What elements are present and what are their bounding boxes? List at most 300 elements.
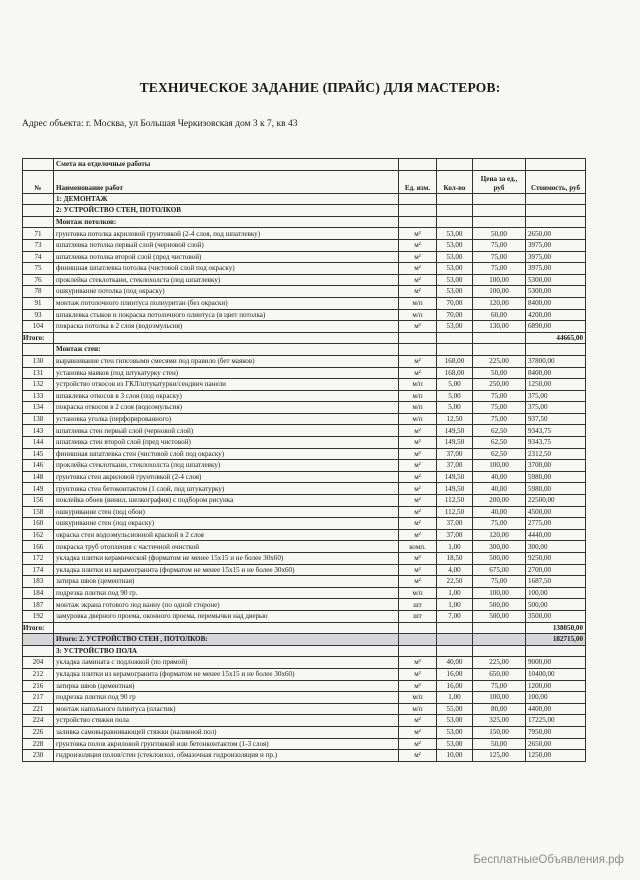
unit-price: 60,00	[473, 309, 526, 321]
cost: 7950,00	[526, 726, 586, 738]
table-row	[23, 610, 586, 622]
unit-price: 200,00	[473, 495, 526, 507]
unit: м²	[399, 263, 437, 275]
empty-cell	[526, 205, 586, 217]
empty-cell	[399, 193, 437, 205]
table-row	[23, 448, 586, 460]
row-number: 162	[23, 529, 54, 541]
grand-total-label: Итого: 2. УСТРОЙСТВО СТЕН , ПОТОЛКОВ:	[54, 634, 399, 646]
table-row	[23, 460, 586, 472]
unit-price: 40,00	[473, 471, 526, 483]
work-name: монтаж экрана готового под ванну (по одной стороне)	[54, 599, 399, 611]
estimate-table	[22, 158, 586, 762]
table-row	[23, 564, 586, 576]
unit-price: 120,00	[473, 297, 526, 309]
cost: 4400,00	[526, 703, 586, 715]
row-number: 73	[23, 239, 54, 251]
quantity: 53,00	[437, 321, 473, 333]
empty-cell	[437, 205, 473, 217]
unit: м²	[399, 576, 437, 588]
unit: м²	[399, 518, 437, 530]
unit: м/п	[399, 390, 437, 402]
cost: 3975,00	[526, 263, 586, 275]
section-title: 3: УСТРОЙСТВО ПОЛА	[54, 645, 399, 657]
unit-price: 50,00	[473, 367, 526, 379]
section-header-row	[23, 193, 586, 205]
work-name: грунтовка полов акриловой грунтовкой или бетонконтактом (1-3 слоя)	[54, 738, 399, 750]
cost: 2775,00	[526, 518, 586, 530]
unit-price: 80,00	[473, 703, 526, 715]
header-qty: Кол-во	[437, 170, 473, 193]
row-number: 132	[23, 379, 54, 391]
header-price: Цена за ед., руб	[473, 170, 526, 193]
table-caption: Смета на отделочные работы	[54, 159, 399, 171]
unit: м/п	[399, 379, 437, 391]
row-number: 160	[23, 518, 54, 530]
unit-price: 675,00	[473, 564, 526, 576]
unit: м²	[399, 448, 437, 460]
row-number: 158	[23, 506, 54, 518]
cost: 4500,00	[526, 506, 586, 518]
unit: м²	[399, 529, 437, 541]
quantity: 70,00	[437, 309, 473, 321]
empty-cell	[399, 622, 437, 634]
empty-cell	[399, 332, 437, 344]
cost: 500,00	[526, 599, 586, 611]
cost: 9000,00	[526, 657, 586, 669]
unit: м²	[399, 483, 437, 495]
subtotal-label: Итого:	[23, 332, 54, 344]
row-number: 183	[23, 576, 54, 588]
row-number: 104	[23, 321, 54, 333]
cost: 6890,00	[526, 321, 586, 333]
table-row	[23, 263, 586, 275]
row-number: 130	[23, 355, 54, 367]
table-row	[23, 321, 586, 333]
quantity: 1,00	[437, 587, 473, 599]
row-number: 75	[23, 263, 54, 275]
unit-price: 250,00	[473, 379, 526, 391]
work-name: грунтовка стен бетоконтактом (1 слой, под штукатурку)	[54, 483, 399, 495]
empty-cell	[23, 344, 54, 356]
work-name: установка маяков (под штукатурку стен)	[54, 367, 399, 379]
empty-cell	[473, 205, 526, 217]
quantity: 16,00	[437, 668, 473, 680]
unit-price: 100,00	[473, 587, 526, 599]
unit: м/п	[399, 402, 437, 414]
empty-cell	[437, 216, 473, 228]
work-name: монтаж потолочного плинтуса полиуритан (без окраски)	[54, 297, 399, 309]
work-name: шпаклевка откосов в 3 слоя (под окраску)	[54, 390, 399, 402]
work-name: укладка плитки из керамогранита (форматом не менее 15х15 и не более 30х60)	[54, 564, 399, 576]
grand-total-value: 182715,00	[526, 634, 586, 646]
unit-price: 75,00	[473, 390, 526, 402]
row-number: 134	[23, 402, 54, 414]
row-number: 76	[23, 274, 54, 286]
row-number: 91	[23, 297, 54, 309]
unit-price: 75,00	[473, 680, 526, 692]
work-name: монтаж напольного плинтуса (пластик)	[54, 703, 399, 715]
unit-price: 75,00	[473, 402, 526, 414]
cost: 3500,00	[526, 610, 586, 622]
table-row	[23, 390, 586, 402]
work-name: шпатлевка стен второй слой (пред чистовой)	[54, 437, 399, 449]
cost: 5300,00	[526, 286, 586, 298]
table-row	[23, 692, 586, 704]
empty-cell	[437, 193, 473, 205]
unit-price: 75,00	[473, 576, 526, 588]
unit: м²	[399, 460, 437, 472]
unit: м/п	[399, 703, 437, 715]
row-number: 93	[23, 309, 54, 321]
table-row	[23, 437, 586, 449]
table-row	[23, 703, 586, 715]
empty-cell	[473, 332, 526, 344]
empty-cell	[54, 622, 399, 634]
cost: 1687,50	[526, 576, 586, 588]
unit-price: 325,00	[473, 715, 526, 727]
unit: м/п	[399, 587, 437, 599]
unit-price: 100,00	[473, 274, 526, 286]
table-row	[23, 239, 586, 251]
table-row	[23, 425, 586, 437]
cost: 375,00	[526, 402, 586, 414]
row-number: 221	[23, 703, 54, 715]
header-name: Наименование работ	[54, 170, 399, 193]
empty-cell	[473, 344, 526, 356]
unit-price: 500,00	[473, 599, 526, 611]
unit: м/п	[399, 413, 437, 425]
empty-cell	[399, 216, 437, 228]
empty-cell	[399, 205, 437, 217]
empty-cell	[473, 622, 526, 634]
caption-row	[23, 159, 586, 171]
cost: 2312,50	[526, 448, 586, 460]
empty-cell	[473, 216, 526, 228]
section-header-row	[23, 205, 586, 217]
work-name: финишная шпатлевка стен (чистовой слой под окраску)	[54, 448, 399, 460]
quantity: 53,00	[437, 738, 473, 750]
unit: м²	[399, 274, 437, 286]
unit-price: 50,00	[473, 228, 526, 240]
table-row	[23, 379, 586, 391]
unit-price: 120,00	[473, 529, 526, 541]
unit: м²	[399, 251, 437, 263]
table-row	[23, 506, 586, 518]
work-name: укладка плитки керамической (форматом не менее 15х15 и не более 30х60)	[54, 553, 399, 565]
section-title: 2: УСТРОЙСТВО СТЕН, ПОТОЛКОВ	[54, 205, 399, 217]
empty-cell	[437, 344, 473, 356]
unit-price: 40,00	[473, 506, 526, 518]
empty-cell	[399, 634, 437, 646]
row-number: 71	[23, 228, 54, 240]
work-name: укладка плитки из керамогранита (форматом не менее 15х15 и не более 30х60)	[54, 668, 399, 680]
row-number: 143	[23, 425, 54, 437]
quantity: 37,00	[437, 529, 473, 541]
work-name: замуровка дверного проема, оконного проема, перемычки над дверью	[54, 610, 399, 622]
empty-cell	[23, 205, 54, 217]
empty-cell	[526, 645, 586, 657]
work-name: установка уголка (перфорированного)	[54, 413, 399, 425]
unit: м²	[399, 657, 437, 669]
quantity: 1,00	[437, 692, 473, 704]
table-row	[23, 251, 586, 263]
quantity: 53,00	[437, 239, 473, 251]
cost: 17225,00	[526, 715, 586, 727]
work-name: покраска труб отопления с частичной очисткой	[54, 541, 399, 553]
unit: м²	[399, 228, 437, 240]
work-name: ошкуривание стен (под обои)	[54, 506, 399, 518]
unit-price: 130,00	[473, 321, 526, 333]
work-name: ошкуривание стен (под окраску)	[54, 518, 399, 530]
object-address: Адрес объекта: г. Москва, ул Большая Черкизовская дом 3 к 7, кв 43	[22, 119, 298, 129]
row-number: 172	[23, 553, 54, 565]
cost: 5980,00	[526, 471, 586, 483]
table-row	[23, 576, 586, 588]
row-number: 226	[23, 726, 54, 738]
work-name: грунтовка стен акриловой грунтовкой (2-4 слоя)	[54, 471, 399, 483]
work-name: шпаклевка стыков и покраска потолочного плинтуса (в цвет потолка)	[54, 309, 399, 321]
cost: 1200,00	[526, 680, 586, 692]
work-name: затирка швов (цементная)	[54, 576, 399, 588]
unit-price: 75,00	[473, 251, 526, 263]
unit-price: 225,00	[473, 657, 526, 669]
subsection-title: Монтаж потолков:	[54, 216, 399, 228]
unit: м²	[399, 564, 437, 576]
cost: 2700,00	[526, 564, 586, 576]
table-row	[23, 599, 586, 611]
unit: м²	[399, 726, 437, 738]
quantity: 53,00	[437, 726, 473, 738]
table-row	[23, 228, 586, 240]
unit: м²	[399, 437, 437, 449]
row-number: 187	[23, 599, 54, 611]
quantity: 53,00	[437, 274, 473, 286]
empty-cell	[23, 216, 54, 228]
quantity: 112,50	[437, 506, 473, 518]
row-number: 78	[23, 286, 54, 298]
row-number: 224	[23, 715, 54, 727]
quantity: 40,00	[437, 657, 473, 669]
table-row	[23, 553, 586, 565]
quantity: 53,00	[437, 251, 473, 263]
quantity: 4,00	[437, 564, 473, 576]
subtotal-value: 138050,00	[526, 622, 586, 634]
row-number: 74	[23, 251, 54, 263]
row-number: 174	[23, 564, 54, 576]
unit: м²	[399, 506, 437, 518]
subtotal-label: Итого:	[23, 622, 54, 634]
work-name: покраска потолка в 2 слоя (водоэмульсия)	[54, 321, 399, 333]
table-row	[23, 495, 586, 507]
cost: 3975,00	[526, 251, 586, 263]
row-number: 217	[23, 692, 54, 704]
empty-cell	[526, 193, 586, 205]
subsection-row	[23, 344, 586, 356]
cost: 9343,75	[526, 437, 586, 449]
quantity: 53,00	[437, 263, 473, 275]
quantity: 149,50	[437, 437, 473, 449]
work-name: ошкуривание потолка (под окраску)	[54, 286, 399, 298]
table-row	[23, 750, 586, 762]
cost: 10400,00	[526, 668, 586, 680]
subtotal-value: 44665,00	[526, 332, 586, 344]
subsection-title: Монтаж стен:	[54, 344, 399, 356]
row-number: 145	[23, 448, 54, 460]
subtotal-row	[23, 622, 586, 634]
work-name: устройство стяжки пола	[54, 715, 399, 727]
row-number: 230	[23, 750, 54, 762]
document-title: ТЕХНИЧЕСКОЕ ЗАДАНИЕ (ПРАЙС) ДЛЯ МАСТЕРОВ:	[139, 80, 501, 95]
unit: шт	[399, 599, 437, 611]
subsection-row	[23, 216, 586, 228]
work-name: поклейка обоев (винил, шелкография) с подбором рисунка	[54, 495, 399, 507]
cost: 300,00	[526, 541, 586, 553]
unit-price: 50,00	[473, 738, 526, 750]
unit-price: 75,00	[473, 413, 526, 425]
quantity: 149,50	[437, 483, 473, 495]
table-row	[23, 413, 586, 425]
unit: м²	[399, 355, 437, 367]
cost: 3975,00	[526, 239, 586, 251]
work-name: подрезка плитки под 90 гр	[54, 692, 399, 704]
unit-price: 62,50	[473, 425, 526, 437]
unit-price: 40,00	[473, 483, 526, 495]
quantity: 149,50	[437, 425, 473, 437]
quantity: 168,00	[437, 367, 473, 379]
cost: 1250,00	[526, 750, 586, 762]
table-row	[23, 587, 586, 599]
quantity: 53,00	[437, 286, 473, 298]
quantity: 10,00	[437, 750, 473, 762]
table-row	[23, 680, 586, 692]
empty-cell	[399, 645, 437, 657]
unit-price: 500,00	[473, 553, 526, 565]
quantity: 5,00	[437, 402, 473, 414]
empty-cell	[437, 645, 473, 657]
empty-cell	[54, 332, 399, 344]
empty-cell	[473, 193, 526, 205]
cost: 8400,00	[526, 367, 586, 379]
unit-price: 650,00	[473, 668, 526, 680]
unit: м²	[399, 425, 437, 437]
section-title: 1: ДЕМОНТАЖ	[54, 193, 399, 205]
table-row	[23, 657, 586, 669]
work-name: устройство откосов из ГКЛ/штукатурки/сендвич панели	[54, 379, 399, 391]
unit: м²	[399, 680, 437, 692]
quantity: 1,00	[437, 599, 473, 611]
unit-price: 75,00	[473, 239, 526, 251]
unit: м²	[399, 239, 437, 251]
cost: 100,00	[526, 587, 586, 599]
unit-price: 225,00	[473, 355, 526, 367]
work-name: проклейка стеклоткани, стеклохолста (под шпатлевку)	[54, 460, 399, 472]
row-number: 138	[23, 413, 54, 425]
work-name: покраска откосов в 2 слоя (водоэмульсия)	[54, 402, 399, 414]
row-number: 149	[23, 483, 54, 495]
table-row	[23, 297, 586, 309]
quantity: 70,00	[437, 297, 473, 309]
row-number: 216	[23, 680, 54, 692]
quantity: 149,50	[437, 471, 473, 483]
unit: м²	[399, 738, 437, 750]
table-row	[23, 541, 586, 553]
table-row	[23, 402, 586, 414]
work-name: затирка швов (цементная)	[54, 680, 399, 692]
unit-price: 125,00	[473, 750, 526, 762]
table-row	[23, 715, 586, 727]
table-row	[23, 355, 586, 367]
header-row	[23, 170, 586, 193]
cost: 5980,00	[526, 483, 586, 495]
cost: 5300,00	[526, 274, 586, 286]
empty-cell	[23, 193, 54, 205]
table-row	[23, 738, 586, 750]
unit: м²	[399, 471, 437, 483]
table-row	[23, 483, 586, 495]
unit: м²	[399, 715, 437, 727]
cost: 937,50	[526, 413, 586, 425]
quantity: 5,00	[437, 390, 473, 402]
row-number: 184	[23, 587, 54, 599]
work-name: финишная шпатлевка потолка (чистовой слой под окраску)	[54, 263, 399, 275]
unit: м/п	[399, 309, 437, 321]
cost: 4200,00	[526, 309, 586, 321]
quantity: 12,50	[437, 413, 473, 425]
row-number: 228	[23, 738, 54, 750]
row-number: 131	[23, 367, 54, 379]
unit-price: 75,00	[473, 518, 526, 530]
empty-cell	[526, 344, 586, 356]
quantity: 112,50	[437, 495, 473, 507]
unit-price: 75,00	[473, 263, 526, 275]
row-number: 204	[23, 657, 54, 669]
quantity: 7,00	[437, 610, 473, 622]
quantity: 16,00	[437, 680, 473, 692]
table-row	[23, 726, 586, 738]
unit: м²	[399, 367, 437, 379]
row-number: 212	[23, 668, 54, 680]
row-number: 192	[23, 610, 54, 622]
row-number: 133	[23, 390, 54, 402]
unit-price: 300,00	[473, 541, 526, 553]
header-unit: Ед. изм.	[399, 170, 437, 193]
cost: 1250,00	[526, 379, 586, 391]
quantity: 37,00	[437, 448, 473, 460]
unit-price: 100,00	[473, 286, 526, 298]
table-row	[23, 518, 586, 530]
unit: шт	[399, 610, 437, 622]
quantity: 5,00	[437, 379, 473, 391]
unit: м/п	[399, 692, 437, 704]
empty-cell	[399, 344, 437, 356]
quantity: 37,00	[437, 518, 473, 530]
row-number: 166	[23, 541, 54, 553]
unit-price: 150,00	[473, 726, 526, 738]
subtotal-row	[23, 332, 586, 344]
section-header-row	[23, 645, 586, 657]
cost: 2650,00	[526, 228, 586, 240]
table-row	[23, 668, 586, 680]
quantity: 53,00	[437, 715, 473, 727]
work-name: проклейка стеклоткани, стеклохолста (под шпатлевку)	[54, 274, 399, 286]
cost: 9343,75	[526, 425, 586, 437]
unit-price: 500,00	[473, 610, 526, 622]
empty-cell	[437, 634, 473, 646]
cost: 2650,00	[526, 738, 586, 750]
row-number: 156	[23, 495, 54, 507]
work-name: выравнивание стен гипсовыми смесями под правило (бет маяков)	[54, 355, 399, 367]
